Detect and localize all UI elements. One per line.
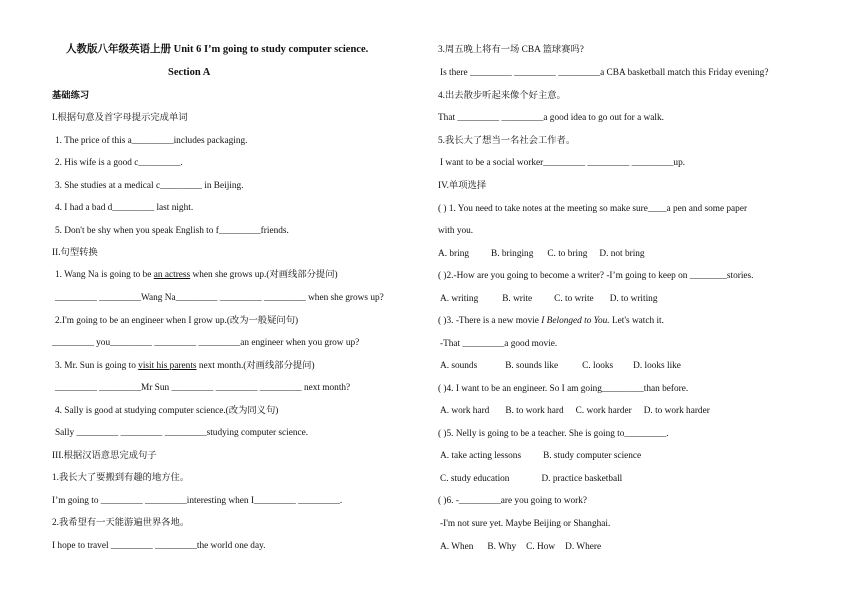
part3-s1: 1.我长大了要搬到有趣的地方住。	[52, 473, 190, 483]
part4-q3-options	[440, 360, 681, 372]
option-d: D. to work harder	[643, 406, 710, 416]
option-b: B. write	[502, 294, 533, 304]
option-c: C. looks	[582, 361, 614, 371]
option-c: C. work harder	[575, 406, 632, 416]
part4-q4-options	[440, 405, 710, 417]
part2-q4: 4. Sally is good at studying computer science.(改为同义句)	[55, 406, 279, 416]
option-a: A. take acting lessons	[440, 451, 522, 461]
part1-item-5: 5. Don't be shy when you speak English to f_________friends.	[55, 226, 289, 236]
part2-q3: 3. Mr. Sun is going to visit his parents next month.(对画线部分提问)	[55, 361, 315, 371]
option-b: B. to work hard	[505, 406, 564, 416]
option-a: A. work hard	[440, 406, 490, 416]
part2-q1: 1. Wang Na is going to be an actress when she grows up.(对画线部分提问)	[55, 270, 338, 280]
part4-q2-options	[440, 293, 657, 305]
part4-q6-continued: -I'm not sure yet. Maybe Beijing or Shanghai.	[440, 519, 611, 529]
section-label: Section A	[168, 67, 211, 78]
part2-q4-answer: Sally _________ _________ _________studying computer science.	[55, 428, 309, 438]
part3-s3-answer: Is there _________ _________ _________a CBA basketball match this Friday evening?	[440, 68, 769, 78]
basic-practice-heading: 基础练习	[52, 91, 90, 101]
part1-item-1: 1. The price of this a_________includes packaging.	[55, 136, 248, 146]
part4-q2: ( )2.-How are you going to become a writer? -I’m going to keep on ________stories.	[438, 271, 754, 281]
part4-q1: ( ) 1. You need to take notes at the meeting so make sure____a pen and some paper	[438, 204, 748, 214]
option-d: D. to writing	[609, 294, 658, 304]
option-d: D. Where	[565, 542, 602, 552]
part3-s3: 3.周五晚上将有一场 CBA 篮球赛吗?	[438, 45, 584, 55]
option-b: B. Why	[487, 542, 517, 552]
option-c: C. How	[526, 542, 556, 552]
part4-q1-continued: with you.	[438, 226, 474, 236]
part3-heading: III.根据汉语意思完成句子	[52, 451, 157, 461]
part4-q4: ( )4. I want to be an engineer. So I am going_________than before.	[438, 384, 689, 394]
option-b: B. sounds like	[505, 361, 559, 371]
option-d: D. practice basketball	[541, 474, 623, 484]
part1-item-4: 4. I had a bad d_________ last night.	[55, 203, 194, 213]
part4-q5-options-row2	[440, 473, 622, 485]
option-d: D. looks like	[633, 361, 681, 371]
part3-s1-answer: I’m going to _________ _________interesting when I_________ _________.	[52, 496, 343, 506]
option-c: C. study education	[440, 474, 510, 484]
part2-q1-answer: _________ _________Wang Na_________ _________ _________ when she grows up?	[55, 293, 384, 303]
option-b: B. study computer science	[543, 451, 642, 461]
part3-s4-answer: That _________ _________a good idea to go out for a walk.	[438, 113, 664, 123]
part3-s2-answer: I hope to travel _________ _________the world one day.	[52, 541, 266, 551]
option-a: A. sounds	[440, 361, 478, 371]
option-a: A. writing	[440, 294, 479, 304]
part4-q1-options	[438, 248, 645, 260]
part2-q2-answer: _________ you_________ _________ _________an engineer when you grow up?	[52, 338, 360, 348]
part1-heading: I.根据句意及首字母提示完成单词	[52, 113, 188, 123]
part3-s2: 2.我希望有一天能游遍世界各地。	[52, 518, 190, 528]
part3-s4: 4.出去散步听起来像个好主意。	[438, 91, 566, 101]
option-c: C. to write	[554, 294, 594, 304]
part4-q6-options	[440, 541, 601, 553]
option-b: B. bringing	[491, 249, 534, 259]
part2-heading: II.句型转换	[52, 248, 98, 258]
part1-item-3: 3. She studies at a medical c_________ in Beijing.	[55, 181, 244, 191]
part2-q2: 2.I'm going to be an engineer when I grow up.(改为一般疑问句)	[55, 316, 299, 326]
part1-item-2: 2. His wife is a good c_________.	[55, 158, 183, 168]
part4-q5: ( )5. Nelly is going to be a teacher. She is going to_________.	[438, 429, 669, 439]
part4-heading: IV.单项选择	[438, 181, 487, 191]
part4-q3: ( )3. -There is a new movie I Belonged to You. Let's watch it.	[438, 316, 664, 326]
part4-q6: ( )6. -_________are you going to work?	[438, 496, 587, 506]
option-a: A. bring	[438, 249, 469, 259]
part3-s5: 5.我长大了想当一名社会工作者。	[438, 136, 576, 146]
part3-s5-answer: I want to be a social worker_________ _________ _________up.	[440, 158, 686, 168]
worksheet-title: 人教版八年级英语上册 Unit 6 I’m going to study computer science.	[66, 44, 369, 55]
option-c: C. to bring	[547, 249, 588, 259]
option-d: D. not bring	[599, 249, 645, 259]
part2-q3-answer: _________ _________Mr Sun _________ _________ _________ next month?	[55, 383, 351, 393]
part4-q3-continued: -That _________a good movie.	[440, 339, 558, 349]
option-a: A. When	[440, 542, 474, 552]
part4-q5-options-row1	[440, 450, 641, 462]
